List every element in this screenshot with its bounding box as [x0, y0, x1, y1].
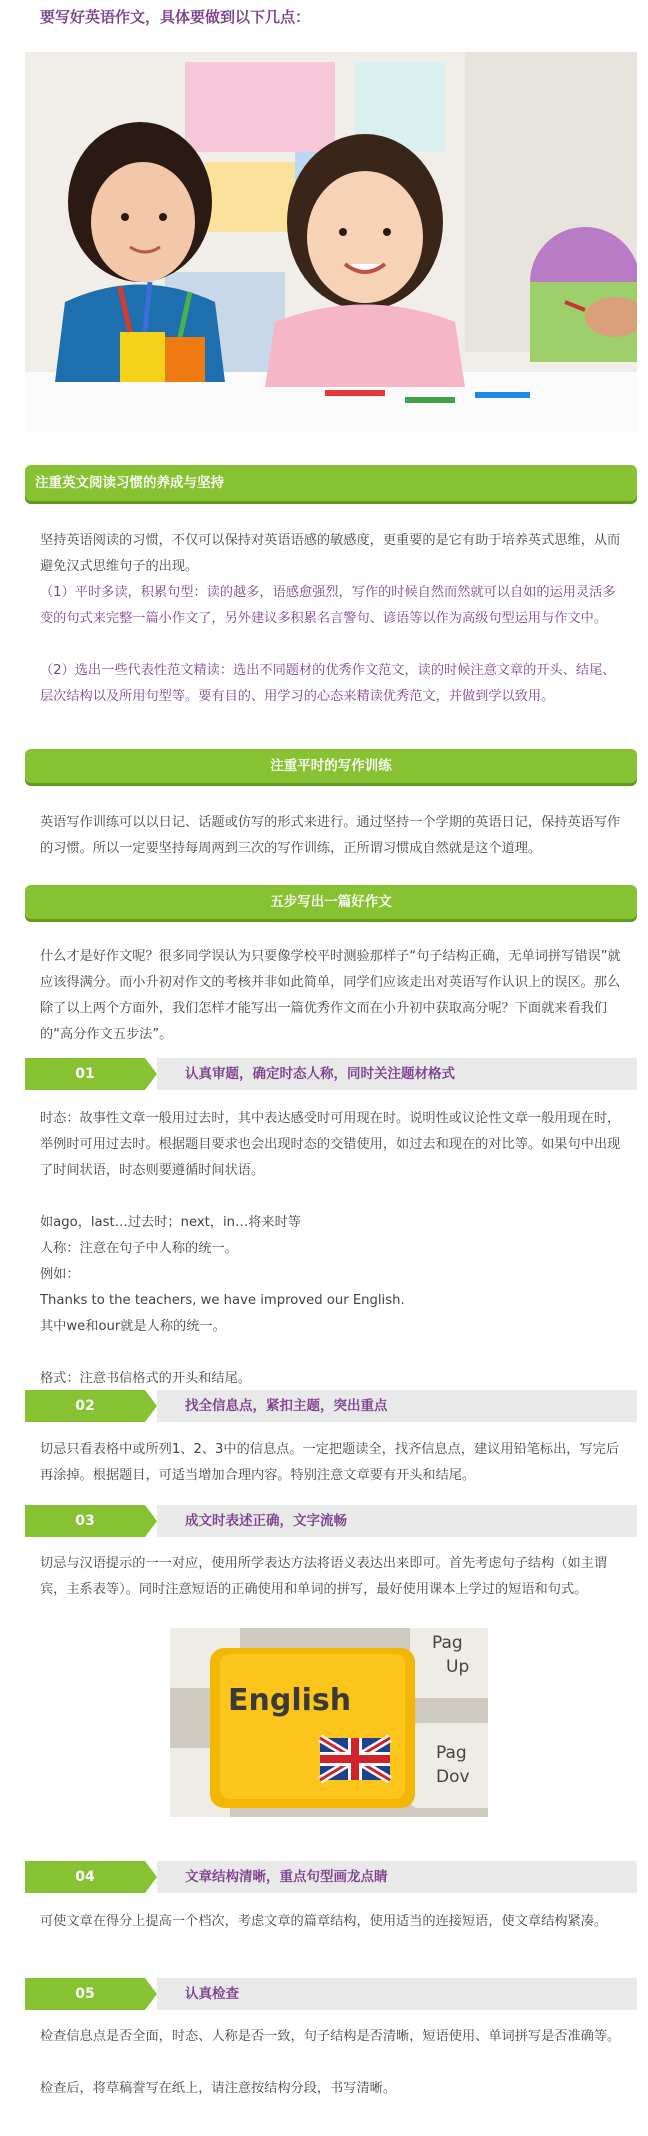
step-01-header: [25, 1058, 637, 1090]
step-arrow: [145, 1505, 157, 1537]
section-title-five-steps: 五步写出一篇好作文: [25, 885, 637, 919]
reading-para-1: 坚持英语阅读的习惯，不仅可以保持对英语语感的敏感度，更重要的是它有助于培养英式思维，从而避免汉式思维句子的出现。: [40, 533, 621, 574]
reading-para-2: （1）平时多读，积累句型：读的越多，语感愈强烈，写作的时候自然而然就可以自如的运用灵活多变的句式来完整一篇小作文了，另外建议多积累名言警句、谚语等以作为高级句型运用与作文中。: [40, 585, 616, 626]
reading-para-3: （2）选出一些代表性范文精读：选出不同题材的优秀作文范文，读的时候注意文章的开头、结尾、层次结构以及所用句型等。要有目的、用学习的心态来精读优秀范文，并做到学以致用。: [40, 663, 616, 704]
children-photo: [25, 52, 637, 432]
step-04-line: 可使文章在得分上提高一个档次，考虑文章的篇章结构，使用适当的连接短语，使文章结构紧凑。: [40, 1914, 608, 1929]
step-01-line: 时态：故事性文章一般用过去时，其中表达感受时可用现在时。说明性或议论性文章一般用现在时，举例时可用过去时。根据题目要求也会出现时态的交错使用，如过去和现在的对比等。如果句中出现了时间状语，时态则要遵循时间状语。: [40, 1111, 621, 1178]
page-down-word: Dov: [436, 1767, 470, 1787]
section-five-steps-body: [40, 944, 622, 1048]
english-keyboard-image: [170, 1628, 488, 1817]
step-02-body: [40, 1437, 622, 1489]
step-01-spacer: [40, 1340, 622, 1366]
step-02-header: [25, 1390, 637, 1422]
step-01-line: 其中we和our就是人称的统一。: [40, 1319, 226, 1334]
step-number: 03: [25, 1505, 145, 1537]
step-05-line: 检查后，将草稿誊写在纸上，请注意按结构分段，书写清晰。: [40, 2081, 397, 2096]
writing-practice-para: 英语写作训练可以以日记、话题或仿写的形式来进行。通过坚持一个学期的英语日记，保持英语写作的习惯。所以一定要坚持每周两到三次的写作训练，正所谓习惯成自然就是这个道理。: [40, 815, 621, 856]
step-02-line: 切忌只看表格中或所列1、2、3中的信息点。一定把题读全，找齐信息点，建议用铅笔标出，写完后再涂掉。根据题目，可适当增加合理内容。特别注意文章要有开头和结尾。: [40, 1442, 620, 1483]
english-key-word: English: [228, 1683, 352, 1718]
intro-heading: 要写好英语作文，具体要做到以下几点：: [40, 8, 311, 26]
step-05-line: 检查信息点是否全面，时态、人称是否一致，句子结构是否清晰，短语使用、单词拼写是否准确等。: [40, 2029, 621, 2044]
step-04-body: [40, 1909, 622, 1935]
uk-flag-icon: [320, 1738, 390, 1780]
step-05-header: [25, 1978, 637, 2010]
section-title-reading: 注重英文阅读习惯的养成与坚持: [25, 465, 637, 501]
step-03-body: [40, 1551, 622, 1603]
keyboard-illustration: [170, 1628, 488, 1817]
step-number: 02: [25, 1390, 145, 1422]
section-writing-practice-body: [40, 810, 622, 862]
page-up-word: Pag: [432, 1633, 463, 1653]
page-down-word: Pag: [436, 1743, 467, 1763]
step-label: 找全信息点，紧扣主题，突出重点: [157, 1390, 637, 1422]
step-03-line: 切忌与汉语提示的一一对应，使用所学表达方法将语义表达出来即可。首先考虑句子结构（如主谓宾，主系表等）。同时注意短语的正确使用和单词的拼写，最好使用课本上学过的短语和句式。: [40, 1556, 608, 1597]
step-arrow: [145, 1978, 157, 2010]
step-number: 01: [25, 1058, 145, 1090]
section-reading-body: [40, 528, 622, 710]
step-arrow: [145, 1058, 157, 1090]
step-label: 成文时表述正确，文字流畅: [157, 1505, 637, 1537]
step-arrow: [145, 1861, 157, 1893]
step-05-spacer: [40, 2050, 622, 2076]
children-photo-illustration: [25, 52, 637, 432]
step-01-line: 例如：: [40, 1267, 80, 1282]
step-label: 文章结构清晰，重点句型画龙点睛: [157, 1861, 637, 1893]
step-01-line: 格式：注意书信格式的开头和结尾。: [40, 1371, 251, 1386]
five-steps-para: 什么才是好作文呢？很多同学误认为只要像学校平时测验那样子“句子结构正确，无单词拼写错误”就应该得满分。而小升初对作文的考核并非如此简单，同学们应该走出对英语写作认识上的误区。那么除了以上两个方面外，我们怎样才能写出一篇优秀作文而在小升初中获取高分呢？下面就来看我们的“高分作文五步法”。: [40, 949, 621, 1042]
step-01-line: 如ago，last…过去时；next，in…将来时等: [40, 1215, 301, 1230]
step-05-body: [40, 2024, 622, 2102]
step-01-spacer: [40, 1184, 622, 1210]
step-label: 认真审题，确定时态人称，同时关注题材格式: [157, 1058, 637, 1090]
step-01-line: 人称：注意在句子中人称的统一。: [40, 1241, 238, 1256]
step-label: 认真检查: [157, 1978, 637, 2010]
step-01-line: Thanks to the teachers, we have improved our English.: [40, 1293, 405, 1308]
step-number: 04: [25, 1861, 145, 1893]
section-title-writing-practice: 注重平时的写作训练: [25, 749, 637, 783]
page-up-word: Up: [446, 1657, 470, 1677]
step-arrow: [145, 1390, 157, 1422]
step-04-header: [25, 1861, 637, 1893]
step-03-header: [25, 1505, 637, 1537]
step-number: 05: [25, 1978, 145, 2010]
step-01-body: [40, 1106, 622, 1392]
